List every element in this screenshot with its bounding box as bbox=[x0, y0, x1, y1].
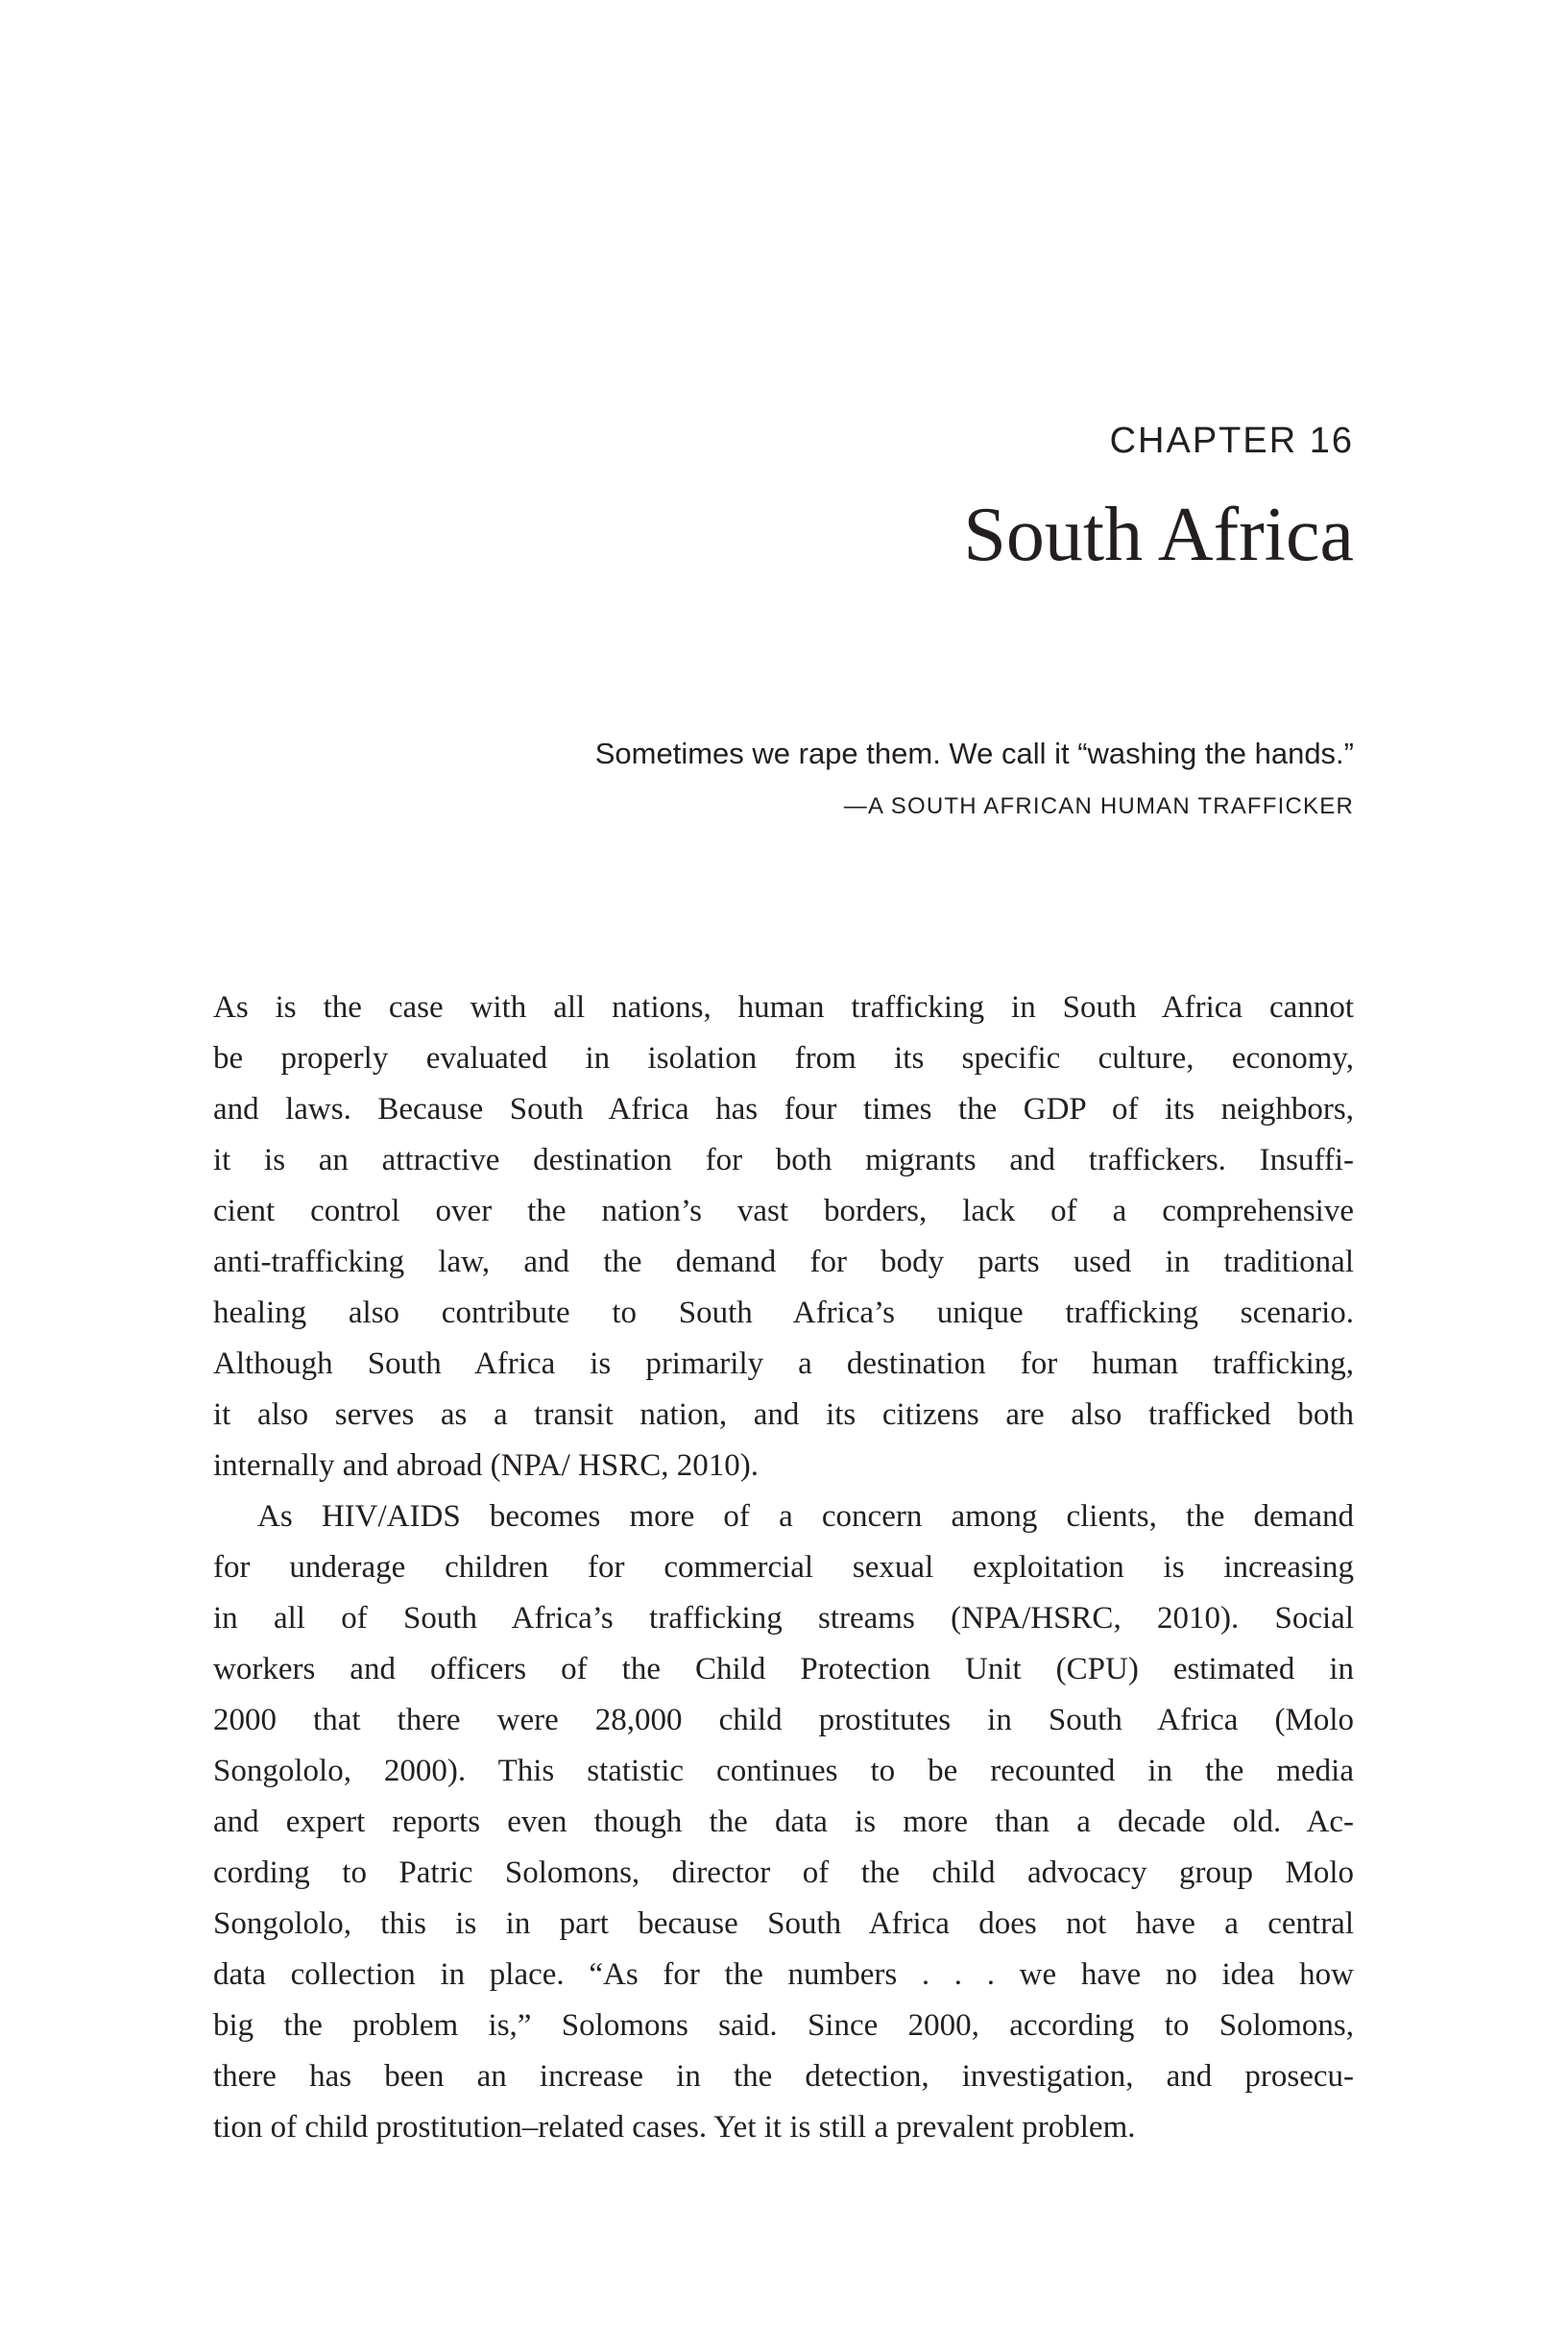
body-line: and laws. Because South Africa has four times the GDP of its neighbors, bbox=[213, 1092, 1354, 1127]
body-line: cient control over the nation’s vast borders, lack of a comprehensive bbox=[213, 1194, 1354, 1228]
body-line: tion of child prostitution–related cases. Yet it is still a prevalent problem. bbox=[213, 2110, 1136, 2145]
body-line: there has been an increase in the detection, investigation, and prosecu- bbox=[213, 2059, 1354, 2094]
body-line: be properly evaluated in isolation from its specific culture, economy, bbox=[213, 1041, 1354, 1076]
body-line: Although South Africa is primarily a destination for human trafficking, bbox=[213, 1346, 1354, 1381]
body-text bbox=[213, 982, 1354, 2153]
body-line: healing also contribute to South Africa’s unique trafficking scenario. bbox=[213, 1296, 1354, 1330]
body-line: in all of South Africa’s trafficking streams (NPA/HSRC, 2010). Social bbox=[213, 1601, 1354, 1636]
body-line: Songololo, this is in part because South Africa does not have a central bbox=[213, 1906, 1354, 1941]
body-line: and expert reports even though the data is more than a decade old. Ac- bbox=[213, 1805, 1354, 1839]
body-line: anti-trafficking law, and the demand for body parts used in traditional bbox=[213, 1245, 1354, 1279]
body-line: As HIV/AIDS becomes more of a concern among clients, the demand bbox=[257, 1499, 1354, 1534]
chapter-label: CHAPTER 16 bbox=[1109, 421, 1354, 461]
body-line: data collection in place. “As for the numbers . . . we have no idea how bbox=[213, 1957, 1354, 1992]
body-line: internally and abroad (NPA/ HSRC, 2010). bbox=[213, 1448, 759, 1483]
chapter-title: South Africa bbox=[963, 493, 1354, 577]
body-line: workers and officers of the Child Protection Unit (CPU) estimated in bbox=[213, 1652, 1354, 1686]
body-line: As is the case with all nations, human trafficking in South Africa cannot bbox=[213, 990, 1354, 1025]
body-line: it is an attractive destination for both migrants and traffickers. Insuffi- bbox=[213, 1143, 1354, 1177]
body-line: it also serves as a transit nation, and its citizens are also trafficked both bbox=[213, 1397, 1354, 1432]
body-line: Songololo, 2000). This statistic continues to be recounted in the media bbox=[213, 1754, 1354, 1788]
body-line: 2000 that there were 28,000 child prostitutes in South Africa (Molo bbox=[213, 1703, 1354, 1737]
epigraph-quote: Sometimes we rape them. We call it “washing the hands.” bbox=[594, 737, 1354, 770]
body-line: cording to Patric Solomons, director of the child advocacy group Molo bbox=[213, 1855, 1354, 1890]
epigraph-attribution: —A SOUTH AFRICAN HUMAN TRAFFICKER bbox=[843, 793, 1354, 819]
body-line: big the problem is,” Solomons said. Since 2000, according to Solomons, bbox=[213, 2008, 1354, 2043]
body-line: for underage children for commercial sexual exploitation is increasing bbox=[213, 1550, 1354, 1585]
